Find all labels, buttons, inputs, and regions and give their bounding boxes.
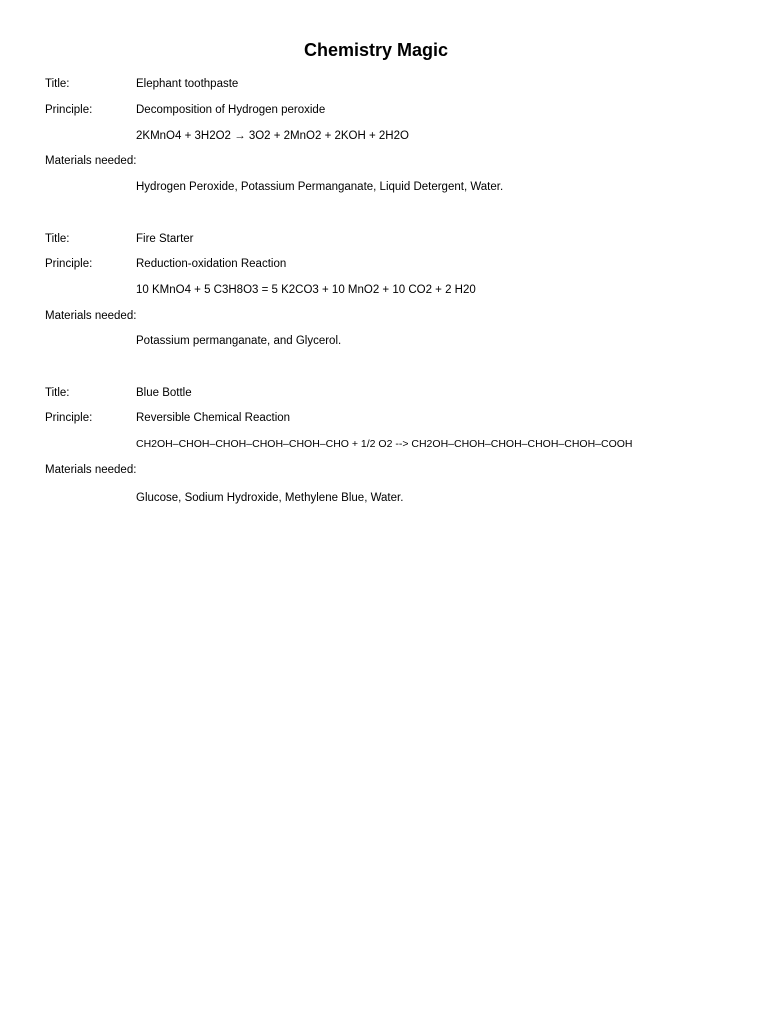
title-value: Blue Bottle xyxy=(136,387,192,399)
principle-value: Reversible Chemical Reaction xyxy=(136,412,291,424)
title-label: Title: xyxy=(45,387,70,399)
title-label: Title: xyxy=(45,78,70,90)
principle-label: Principle: xyxy=(45,258,93,270)
materials-label: Materials needed: xyxy=(45,464,137,476)
materials-value: Potassium permanganate, and Glycerol. xyxy=(136,335,342,347)
reaction-equation: CH2OH–CHOH–CHOH–CHOH–CHOH–CHO + 1/2 O2 --> CH2OH–CHOH–CHOH–CHOH–CHOH–COOH xyxy=(136,438,633,450)
principle-value: Reduction-oxidation Reaction xyxy=(136,258,287,270)
title-value: Fire Starter xyxy=(136,233,194,245)
page-title: Chemistry Magic xyxy=(303,40,449,60)
title-label: Title: xyxy=(45,233,70,245)
materials-value: Hydrogen Peroxide, Potassium Permanganate, Liquid Detergent, Water. xyxy=(136,181,504,193)
reaction-equation: 2KMnO4 + 3H2O2 → 3O2 + 2MnO2 + 2KOH + 2H2O xyxy=(136,130,409,142)
principle-label: Principle: xyxy=(45,104,93,116)
materials-value: Glucose, Sodium Hydroxide, Methylene Blue, Water. xyxy=(136,492,404,504)
title-value: Elephant toothpaste xyxy=(136,78,239,90)
reaction-equation: 10 KMnO4 + 5 C3H8O3 = 5 K2CO3 + 10 MnO2 + 10 CO2 + 2 H20 xyxy=(136,284,476,296)
materials-label: Materials needed: xyxy=(45,155,137,167)
principle-label: Principle: xyxy=(45,412,93,424)
principle-value: Decomposition of Hydrogen peroxide xyxy=(136,104,326,116)
materials-label: Materials needed: xyxy=(45,310,137,322)
